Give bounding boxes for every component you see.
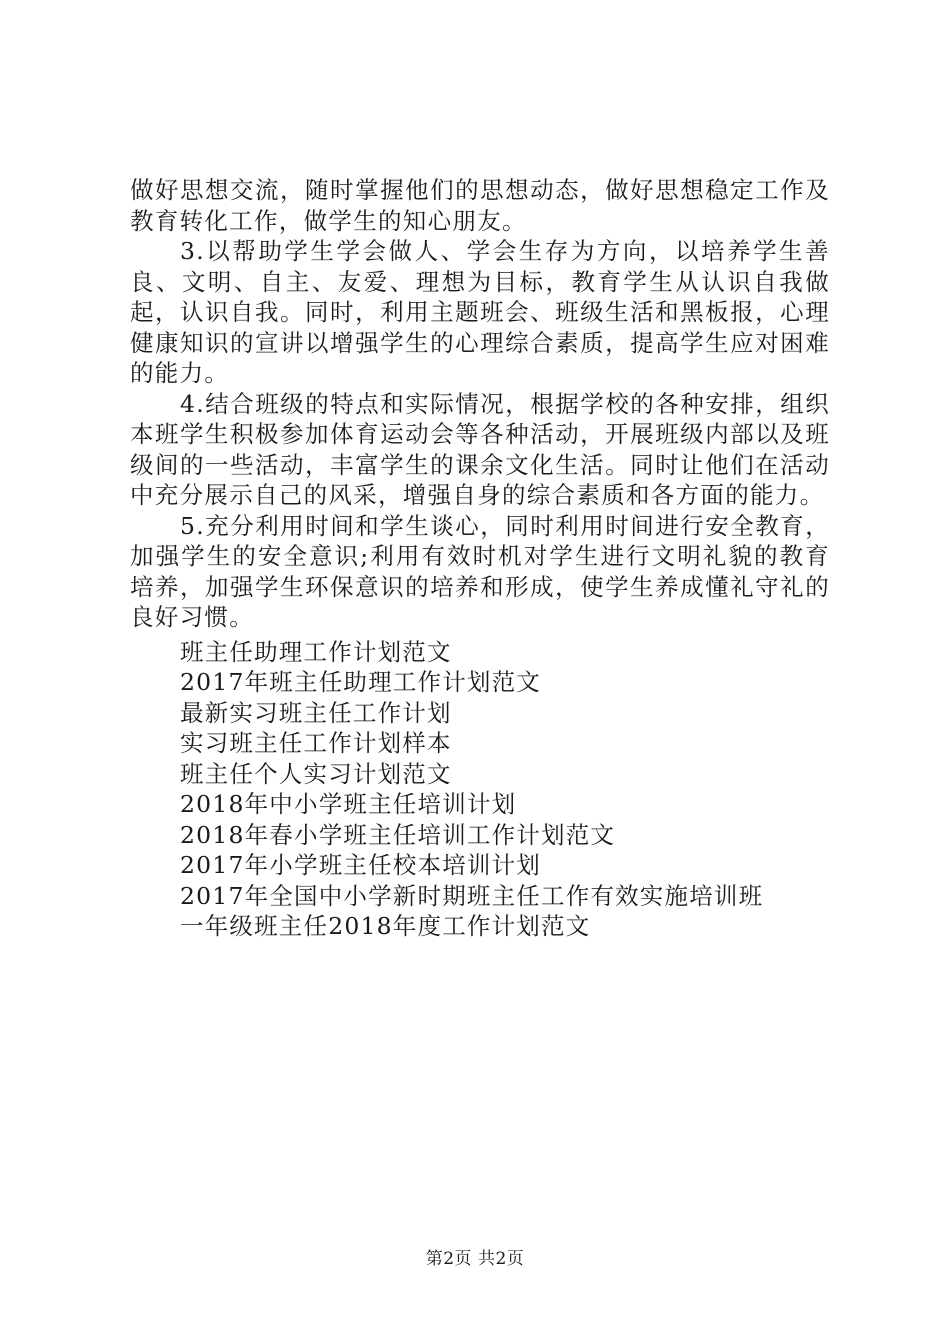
related-link[interactable]: 2018年中小学班主任培训计划 <box>180 790 517 818</box>
paragraph-4: 5.充分利用时间和学生谈心，同时利用时间进行安全教育，加强学生的安全意识;利用有效时机对学生进行文明礼貌的教育培养，加强学生环保意识的培养和形成，使学生养成懂礼守礼的良好习惯。 <box>130 511 830 631</box>
related-link[interactable]: 实习班主任工作计划样本 <box>180 729 452 757</box>
paragraph-1: 做好思想交流，随时掌握他们的思想动态，做好思想稳定工作及教育转化工作，做学生的知心朋友。 <box>130 176 830 235</box>
related-link[interactable]: 2017年全国中小学新时期班主任工作有效实施培训班 <box>180 881 764 910</box>
paragraph-2: 3.以帮助学生学会做人、学会生存为方向，以培养学生善良、文明、自主、友爱、理想为目标，教育学生从认识自我做起，认识自我。同时，利用主题班会、班级生活和黑板报，心理健康知识的宣讲以增强学生的心理综合素质，提高学生应对困难的能力。 <box>130 237 830 387</box>
related-link[interactable]: 2017年小学班主任校本培训计划 <box>180 851 542 879</box>
paragraph-3: 4.结合班级的特点和实际情况，根据学校的各种安排，组织本班学生积极参加体育运动会等各种活动，开展班级内部以及班级间的一些活动，丰富学生的课余文化生活。同时让他们在活动中充分展示自己的风采，增强自身的综合素质和各方面的能力。 <box>130 389 830 509</box>
related-link[interactable]: 班主任个人实习计划范文 <box>180 759 452 788</box>
related-link[interactable]: 一年级班主任2018年度工作计划范文 <box>180 912 591 940</box>
document-page <box>130 175 830 942</box>
related-links-list <box>130 637 830 942</box>
related-link[interactable]: 2017年班主任助理工作计划范文 <box>180 668 542 696</box>
related-link[interactable]: 2018年春小学班主任培训工作计划范文 <box>180 820 616 849</box>
related-link[interactable]: 最新实习班主任工作计划 <box>180 698 452 727</box>
page-footer: 第2页 共2页 <box>425 1249 525 1269</box>
related-link[interactable]: 班主任助理工作计划范文 <box>180 637 452 666</box>
